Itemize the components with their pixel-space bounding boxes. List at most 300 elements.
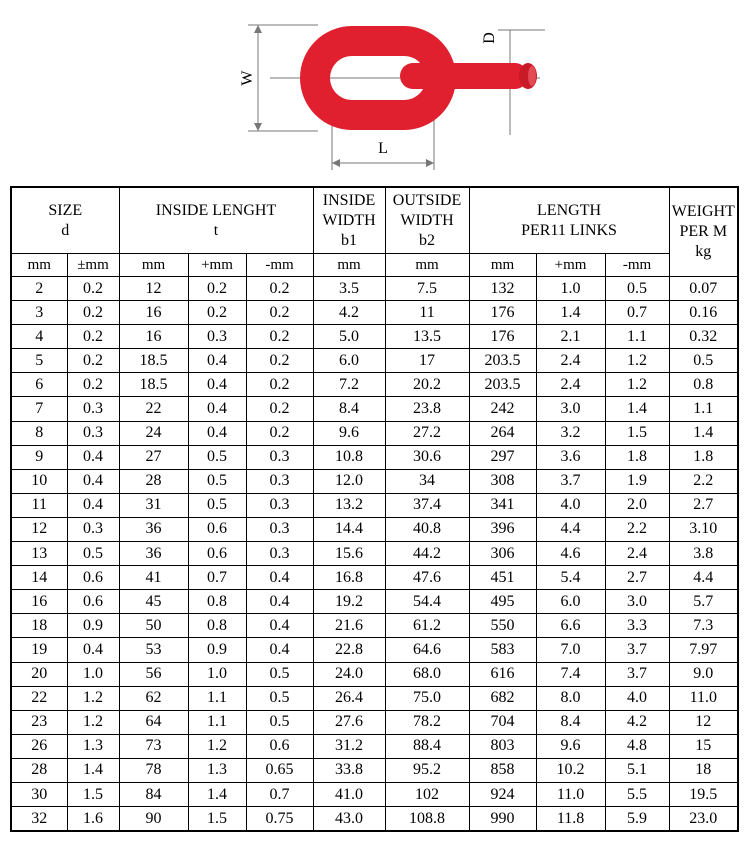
table-cell: 4.0	[605, 686, 669, 710]
table-cell: 12	[119, 277, 188, 301]
table-cell: 682	[469, 686, 536, 710]
table-cell: 14.4	[313, 517, 385, 541]
table-cell: 7.0	[536, 638, 605, 662]
table-cell: 1.8	[669, 445, 738, 469]
table-cell: 1.2	[67, 686, 119, 710]
table-cell: 6	[11, 373, 67, 397]
table-cell: 30	[11, 782, 67, 806]
table-cell: 64.6	[385, 638, 469, 662]
table-cell: 14	[11, 566, 67, 590]
table-cell: 11	[11, 493, 67, 517]
table-cell: 10.8	[313, 445, 385, 469]
table-cell: 0.5	[67, 542, 119, 566]
table-cell: 264	[469, 421, 536, 445]
table-row	[11, 373, 738, 397]
table-cell: 1.1	[188, 686, 246, 710]
table-cell: 53	[119, 638, 188, 662]
chain-rod-shape	[400, 63, 528, 89]
table-cell: 2.4	[536, 349, 605, 373]
table-cell: 68.0	[385, 662, 469, 686]
table-cell: 4.2	[605, 710, 669, 734]
table-cell: 12	[11, 517, 67, 541]
table-cell: 50	[119, 614, 188, 638]
table-cell: 36	[119, 542, 188, 566]
width-label: W	[239, 70, 256, 86]
table-row	[11, 421, 738, 445]
table-cell: 4.0	[536, 493, 605, 517]
table-cell: 20	[11, 662, 67, 686]
table-cell: 13.2	[313, 493, 385, 517]
table-cell: 0.5	[188, 469, 246, 493]
table-cell: 47.6	[385, 566, 469, 590]
table-row	[11, 638, 738, 662]
table-cell: 7.5	[385, 277, 469, 301]
table-cell: 0.4	[67, 493, 119, 517]
table-cell: 11	[385, 301, 469, 325]
table-cell: 1.4	[67, 758, 119, 782]
table-cell: 3.6	[536, 445, 605, 469]
table-cell: 0.2	[246, 373, 313, 397]
table-cell: 73	[119, 734, 188, 758]
table-cell: 1.1	[188, 710, 246, 734]
table-cell: 5.1	[605, 758, 669, 782]
table-cell: 95.2	[385, 758, 469, 782]
table-cell: 8.4	[313, 397, 385, 421]
table-row	[11, 686, 738, 710]
table-cell: 1.5	[188, 807, 246, 832]
table-cell: 6.0	[536, 590, 605, 614]
table-cell: 297	[469, 445, 536, 469]
table-cell: 0.2	[246, 349, 313, 373]
unit-cell: mm	[385, 254, 469, 277]
table-cell: 2.7	[669, 493, 738, 517]
table-row	[11, 277, 738, 301]
table-cell: 22	[11, 686, 67, 710]
table-cell: 40.8	[385, 517, 469, 541]
table-cell: 102	[385, 782, 469, 806]
table-cell: 44.2	[385, 542, 469, 566]
table-cell: 803	[469, 734, 536, 758]
table-row	[11, 517, 738, 541]
table-cell: 0.75	[246, 807, 313, 832]
table-cell: 3.0	[605, 590, 669, 614]
table-cell: 0.3	[246, 517, 313, 541]
table-cell: 7.2	[313, 373, 385, 397]
table-cell: 24.0	[313, 662, 385, 686]
table-cell: 8	[11, 421, 67, 445]
unit-cell: mm	[313, 254, 385, 277]
table-cell: 0.2	[246, 397, 313, 421]
table-row	[11, 469, 738, 493]
table-cell: 1.3	[67, 734, 119, 758]
table-row	[11, 710, 738, 734]
table-cell: 8.0	[536, 686, 605, 710]
table-cell: 0.6	[67, 590, 119, 614]
table-cell: 132	[469, 277, 536, 301]
table-cell: 31	[119, 493, 188, 517]
table-cell: 0.65	[246, 758, 313, 782]
table-cell: 27	[119, 445, 188, 469]
table-cell: 0.5	[605, 277, 669, 301]
table-cell: 4.4	[536, 517, 605, 541]
table-cell: 6.0	[313, 349, 385, 373]
table-row	[11, 782, 738, 806]
table-cell: 0.6	[188, 542, 246, 566]
table-cell: 176	[469, 301, 536, 325]
table-cell: 11.8	[536, 807, 605, 832]
header-inside-width: INSIDE WIDTH b1	[313, 187, 385, 254]
unit-cell: +mm	[188, 254, 246, 277]
table-cell: 12	[669, 710, 738, 734]
table-cell: 0.5	[246, 710, 313, 734]
table-cell: 0.9	[67, 614, 119, 638]
table-cell: 0.16	[669, 301, 738, 325]
table-cell: 16	[119, 301, 188, 325]
table-cell: 1.1	[605, 325, 669, 349]
table-cell: 0.8	[669, 373, 738, 397]
table-cell: 0.2	[246, 421, 313, 445]
table-cell: 23.0	[669, 807, 738, 832]
table-cell: 3.7	[605, 662, 669, 686]
table-cell: 0.7	[246, 782, 313, 806]
length-label: L	[378, 140, 388, 157]
table-cell: 24	[119, 421, 188, 445]
table-cell: 3.7	[605, 638, 669, 662]
table-cell: 34	[385, 469, 469, 493]
header-inside-length: INSIDE LENGHT t	[119, 187, 313, 254]
table-cell: 583	[469, 638, 536, 662]
table-cell: 9	[11, 445, 67, 469]
table-cell: 3.0	[536, 397, 605, 421]
table-cell: 1.4	[605, 397, 669, 421]
table-cell: 0.4	[246, 638, 313, 662]
table-cell: 43.0	[313, 807, 385, 832]
table-cell: 16.8	[313, 566, 385, 590]
table-cell: 21.6	[313, 614, 385, 638]
header-length: LENGTH PER11 LINKS	[469, 187, 669, 254]
table-cell: 1.4	[536, 301, 605, 325]
table-cell: 7.97	[669, 638, 738, 662]
table-cell: 2	[11, 277, 67, 301]
table-cell: 1.2	[67, 710, 119, 734]
table-cell: 0.32	[669, 325, 738, 349]
table-cell: 0.5	[188, 445, 246, 469]
table-cell: 0.07	[669, 277, 738, 301]
table-row	[11, 301, 738, 325]
table-cell: 858	[469, 758, 536, 782]
table-cell: 27.2	[385, 421, 469, 445]
table-cell: 37.4	[385, 493, 469, 517]
table-cell: 90	[119, 807, 188, 832]
table-cell: 33.8	[313, 758, 385, 782]
table-cell: 1.6	[67, 807, 119, 832]
table-cell: 0.5	[246, 686, 313, 710]
table-cell: 176	[469, 325, 536, 349]
table-cell: 7.4	[536, 662, 605, 686]
table-cell: 20.2	[385, 373, 469, 397]
table-cell: 451	[469, 566, 536, 590]
table-cell: 5.5	[605, 782, 669, 806]
table-cell: 36	[119, 517, 188, 541]
table-cell: 13.5	[385, 325, 469, 349]
table-cell: 0.3	[67, 421, 119, 445]
table-cell: 2.4	[605, 542, 669, 566]
diameter-label: D	[481, 32, 498, 44]
table-cell: 550	[469, 614, 536, 638]
table-row	[11, 325, 738, 349]
table-cell: 0.7	[188, 566, 246, 590]
unit-cell: mm	[119, 254, 188, 277]
table-cell: 16	[11, 590, 67, 614]
table-cell: 54.4	[385, 590, 469, 614]
table-cell: 2.1	[536, 325, 605, 349]
table-cell: 0.5	[188, 493, 246, 517]
table-cell: 203.5	[469, 373, 536, 397]
table-cell: 0.2	[67, 301, 119, 325]
table-cell: 12.0	[313, 469, 385, 493]
table-cell: 84	[119, 782, 188, 806]
table-cell: 1.5	[605, 421, 669, 445]
table-cell: 18	[669, 758, 738, 782]
table-cell: 13	[11, 542, 67, 566]
table-cell: 1.8	[605, 445, 669, 469]
table-cell: 10.2	[536, 758, 605, 782]
table-cell: 0.2	[67, 277, 119, 301]
table-cell: 0.4	[188, 421, 246, 445]
table-cell: 0.4	[246, 566, 313, 590]
table-cell: 2.2	[669, 469, 738, 493]
table-cell: 0.3	[246, 493, 313, 517]
table-cell: 0.5	[246, 662, 313, 686]
table-cell: 19.5	[669, 782, 738, 806]
table-row	[11, 758, 738, 782]
table-cell: 23.8	[385, 397, 469, 421]
table-cell: 0.4	[246, 614, 313, 638]
table-cell: 64	[119, 710, 188, 734]
table-cell: 9.6	[536, 734, 605, 758]
table-cell: 3	[11, 301, 67, 325]
table-cell: 0.3	[246, 445, 313, 469]
table-cell: 0.2	[246, 301, 313, 325]
table-cell: 30.6	[385, 445, 469, 469]
unit-cell: mm	[11, 254, 67, 277]
table-cell: 1.3	[188, 758, 246, 782]
table-cell: 0.6	[188, 517, 246, 541]
units-row	[11, 254, 738, 277]
table-cell: 2.2	[605, 517, 669, 541]
table-cell: 15	[669, 734, 738, 758]
table-cell: 341	[469, 493, 536, 517]
table-cell: 704	[469, 710, 536, 734]
table-cell: 0.4	[67, 445, 119, 469]
table-cell: 616	[469, 662, 536, 686]
table-cell: 108.8	[385, 807, 469, 832]
unit-cell: -mm	[605, 254, 669, 277]
table-cell: 0.4	[188, 373, 246, 397]
table-cell: 3.5	[313, 277, 385, 301]
table-cell: 23	[11, 710, 67, 734]
table-cell: 0.9	[188, 638, 246, 662]
table-cell: 0.5	[669, 349, 738, 373]
table-cell: 495	[469, 590, 536, 614]
table-cell: 11.0	[669, 686, 738, 710]
header-weight: WEIGHT PER M kg	[669, 187, 738, 277]
table-cell: 41.0	[313, 782, 385, 806]
table-cell: 0.3	[246, 469, 313, 493]
table-cell: 11.0	[536, 782, 605, 806]
table-cell: 28	[119, 469, 188, 493]
table-row	[11, 590, 738, 614]
table-cell: 4.8	[605, 734, 669, 758]
table-cell: 0.6	[246, 734, 313, 758]
unit-cell: +mm	[536, 254, 605, 277]
table-cell: 2.4	[536, 373, 605, 397]
table-row	[11, 445, 738, 469]
table-cell: 88.4	[385, 734, 469, 758]
table-cell: 1.0	[67, 662, 119, 686]
unit-cell: ±mm	[67, 254, 119, 277]
table-cell: 1.0	[188, 662, 246, 686]
table-cell: 16	[119, 325, 188, 349]
table-cell: 19	[11, 638, 67, 662]
table-cell: 306	[469, 542, 536, 566]
table-row	[11, 566, 738, 590]
table-cell: 26	[11, 734, 67, 758]
table-cell: 10	[11, 469, 67, 493]
table-cell: 9.0	[669, 662, 738, 686]
table-cell: 5	[11, 349, 67, 373]
table-row	[11, 349, 738, 373]
chain-link-drawing	[0, 0, 746, 185]
table-row	[11, 614, 738, 638]
table-cell: 6.6	[536, 614, 605, 638]
table-cell: 41	[119, 566, 188, 590]
chain-link-diagram	[0, 0, 746, 185]
table-cell: 0.2	[188, 277, 246, 301]
table-row	[11, 734, 738, 758]
table-cell: 7	[11, 397, 67, 421]
table-cell: 2.0	[605, 493, 669, 517]
table-cell: 5.4	[536, 566, 605, 590]
table-row	[11, 662, 738, 686]
table-cell: 3.3	[605, 614, 669, 638]
table-cell: 26.4	[313, 686, 385, 710]
table-cell: 18	[11, 614, 67, 638]
table-cell: 27.6	[313, 710, 385, 734]
table-cell: 0.4	[246, 590, 313, 614]
table-cell: 1.4	[188, 782, 246, 806]
table-cell: 17	[385, 349, 469, 373]
table-cell: 32	[11, 807, 67, 832]
table-cell: 0.4	[188, 349, 246, 373]
table-cell: 9.6	[313, 421, 385, 445]
table-cell: 203.5	[469, 349, 536, 373]
table-cell: 0.2	[246, 325, 313, 349]
table-cell: 0.4	[67, 469, 119, 493]
table-cell: 5.0	[313, 325, 385, 349]
table-cell: 0.3	[246, 542, 313, 566]
table-cell: 7.3	[669, 614, 738, 638]
table-cell: 28	[11, 758, 67, 782]
table-cell: 1.2	[188, 734, 246, 758]
table-cell: 62	[119, 686, 188, 710]
table-cell: 0.3	[188, 325, 246, 349]
table-cell: 990	[469, 807, 536, 832]
table-cell: 75.0	[385, 686, 469, 710]
table-cell: 78	[119, 758, 188, 782]
table-cell: 18.5	[119, 349, 188, 373]
table-row	[11, 493, 738, 517]
table-cell: 1.5	[67, 782, 119, 806]
table-cell: 22.8	[313, 638, 385, 662]
table-cell: 308	[469, 469, 536, 493]
table-cell: 0.4	[67, 638, 119, 662]
table-cell: 396	[469, 517, 536, 541]
table-cell: 0.2	[67, 373, 119, 397]
unit-cell: -mm	[246, 254, 313, 277]
table-cell: 4.4	[669, 566, 738, 590]
table-cell: 0.2	[67, 325, 119, 349]
table-cell: 0.3	[67, 517, 119, 541]
table-cell: 0.6	[67, 566, 119, 590]
table-cell: 3.2	[536, 421, 605, 445]
table-cell: 1.0	[536, 277, 605, 301]
unit-cell: mm	[469, 254, 536, 277]
table-row	[11, 807, 738, 832]
table-cell: 0.7	[605, 301, 669, 325]
table-cell: 45	[119, 590, 188, 614]
table-cell: 0.4	[188, 397, 246, 421]
table-cell: 3.7	[536, 469, 605, 493]
table-cell: 1.4	[669, 421, 738, 445]
table-cell: 1.1	[669, 397, 738, 421]
table-cell: 15.6	[313, 542, 385, 566]
table-row	[11, 542, 738, 566]
table-cell: 1.2	[605, 349, 669, 373]
table-cell: 31.2	[313, 734, 385, 758]
table-cell: 0.3	[67, 397, 119, 421]
header-outside-width: OUTSIDE WIDTH b2	[385, 187, 469, 254]
table-cell: 8.4	[536, 710, 605, 734]
table-cell: 61.2	[385, 614, 469, 638]
table-cell: 56	[119, 662, 188, 686]
table-cell: 78.2	[385, 710, 469, 734]
table-cell: 4	[11, 325, 67, 349]
chain-spec-table	[10, 186, 739, 832]
table-cell: 0.2	[188, 301, 246, 325]
header-size: SIZE d	[11, 187, 119, 254]
table-cell: 3.10	[669, 517, 738, 541]
table-cell: 1.2	[605, 373, 669, 397]
table-row	[11, 397, 738, 421]
table-cell: 4.2	[313, 301, 385, 325]
table-cell: 19.2	[313, 590, 385, 614]
table-cell: 18.5	[119, 373, 188, 397]
table-cell: 0.8	[188, 614, 246, 638]
table-body	[11, 277, 738, 832]
table-cell: 924	[469, 782, 536, 806]
table-cell: 0.2	[67, 349, 119, 373]
table-cell: 0.8	[188, 590, 246, 614]
table-cell: 1.9	[605, 469, 669, 493]
table-cell: 3.8	[669, 542, 738, 566]
table-cell: 5.7	[669, 590, 738, 614]
table-cell: 22	[119, 397, 188, 421]
table-cell: 5.9	[605, 807, 669, 832]
table-cell: 2.7	[605, 566, 669, 590]
table-cell: 242	[469, 397, 536, 421]
table-cell: 0.2	[246, 277, 313, 301]
